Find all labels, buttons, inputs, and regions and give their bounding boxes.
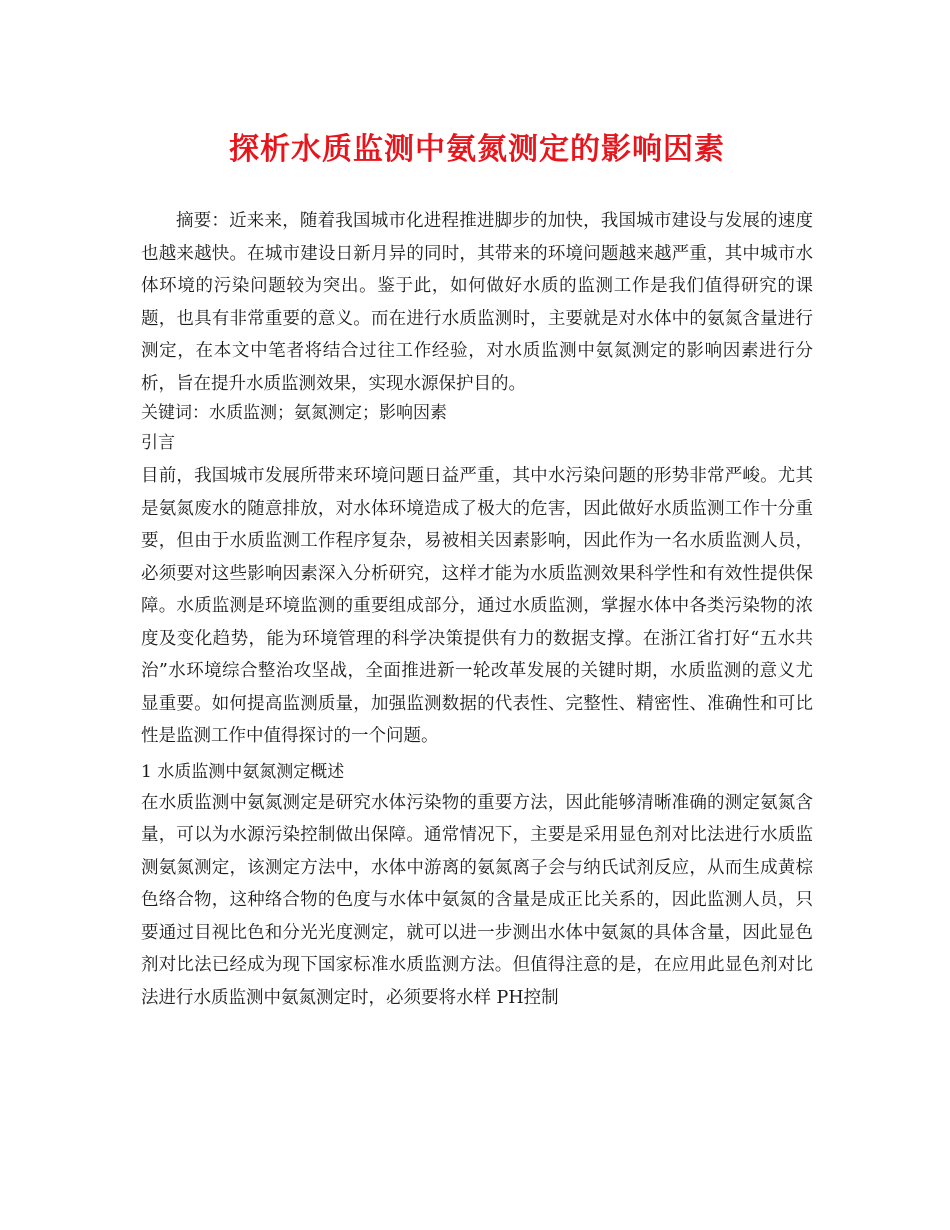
document-title: 探析水质监测中氨氮测定的影响因素 [229, 132, 725, 167]
section-1-paragraph: 在水质监测中氨氮测定是研究水体污染物的重要方法，因此能够清晰准确的测定氨氮含量，可以为水源污染控制做出保障。通常情况下，主要是采用显色剂对比法进行水质监测氨氮测定，该测定方法中，水体中游离的氨氮离子会与纳氏试剂反应，从而生成黄棕色络合物，这种络合物的色度与水体中氨氮的含量是成正比关系的，因此监测人员，只要通过目视比色和分光光度测定，就可以进一步测出水体中氨氮的具体含量，因此显色剂对比法已经成为现下国家标准水质监测方法。但值得注意的是，在应用此显色剂对比法进行水质监测中氨氮测定时，必须要将水样 PH控制 [141, 792, 813, 1008]
section-1-heading: 1 水质监测中氨氮测定概述 [141, 761, 345, 782]
document-body [141, 205, 813, 1014]
keywords-line: 关键词：水质监测；氨氮测定；影响因素 [141, 403, 447, 423]
document-page [141, 0, 813, 1014]
abstract-paragraph: 摘要：近来来，随着我国城市化进程推进脚步的加快，我国城市建设与发展的速度也越来越快。在城市建设日新月异的同时，其带来的环境问题越来越严重，其中城市水体环境的污染问题较为突出。鉴于此，如何做好水质的监测工作是我们值得研究的课题，也具有非常重要的意义。而在进行水质监测时，主要就是对水体中的氨氮含量进行测定，在本文中笔者将结合过往工作经验，对水质监测中氨氮测定的影响因素进行分析，旨在提升水质监测效果，实现水源保护目的。 [141, 211, 813, 394]
intro-heading: 引言 [141, 433, 175, 453]
intro-paragraph: 目前，我国城市发展所带来环境问题日益严重，其中水污染问题的形势非常严峻。尤其是氨氮废水的随意排放，对水体环境造成了极大的危害，因此做好水质监测工作十分重要，但由于水质监测工作程序复杂，易被相关因素影响，因此作为一名水质监测人员，必须要对这些影响因素深入分析研究，这样才能为水质监测效果科学性和有效性提供保障。水质监测是环境监测的重要组成部分，通过水质监测，掌握水体中各类污染物的浓度及变化趋势，能为环境管理的科学决策提供有力的数据支撑。在浙江省打好“五水共治”水环境综合整治攻坚战，全面推进新一轮改革发展的关键时期，水质监测的意义尤显重要。如何提高监测质量，加强监测数据的代表性、完整性、精密性、准确性和可比性是监测工作中值得探讨的一个问题。 [141, 466, 813, 746]
